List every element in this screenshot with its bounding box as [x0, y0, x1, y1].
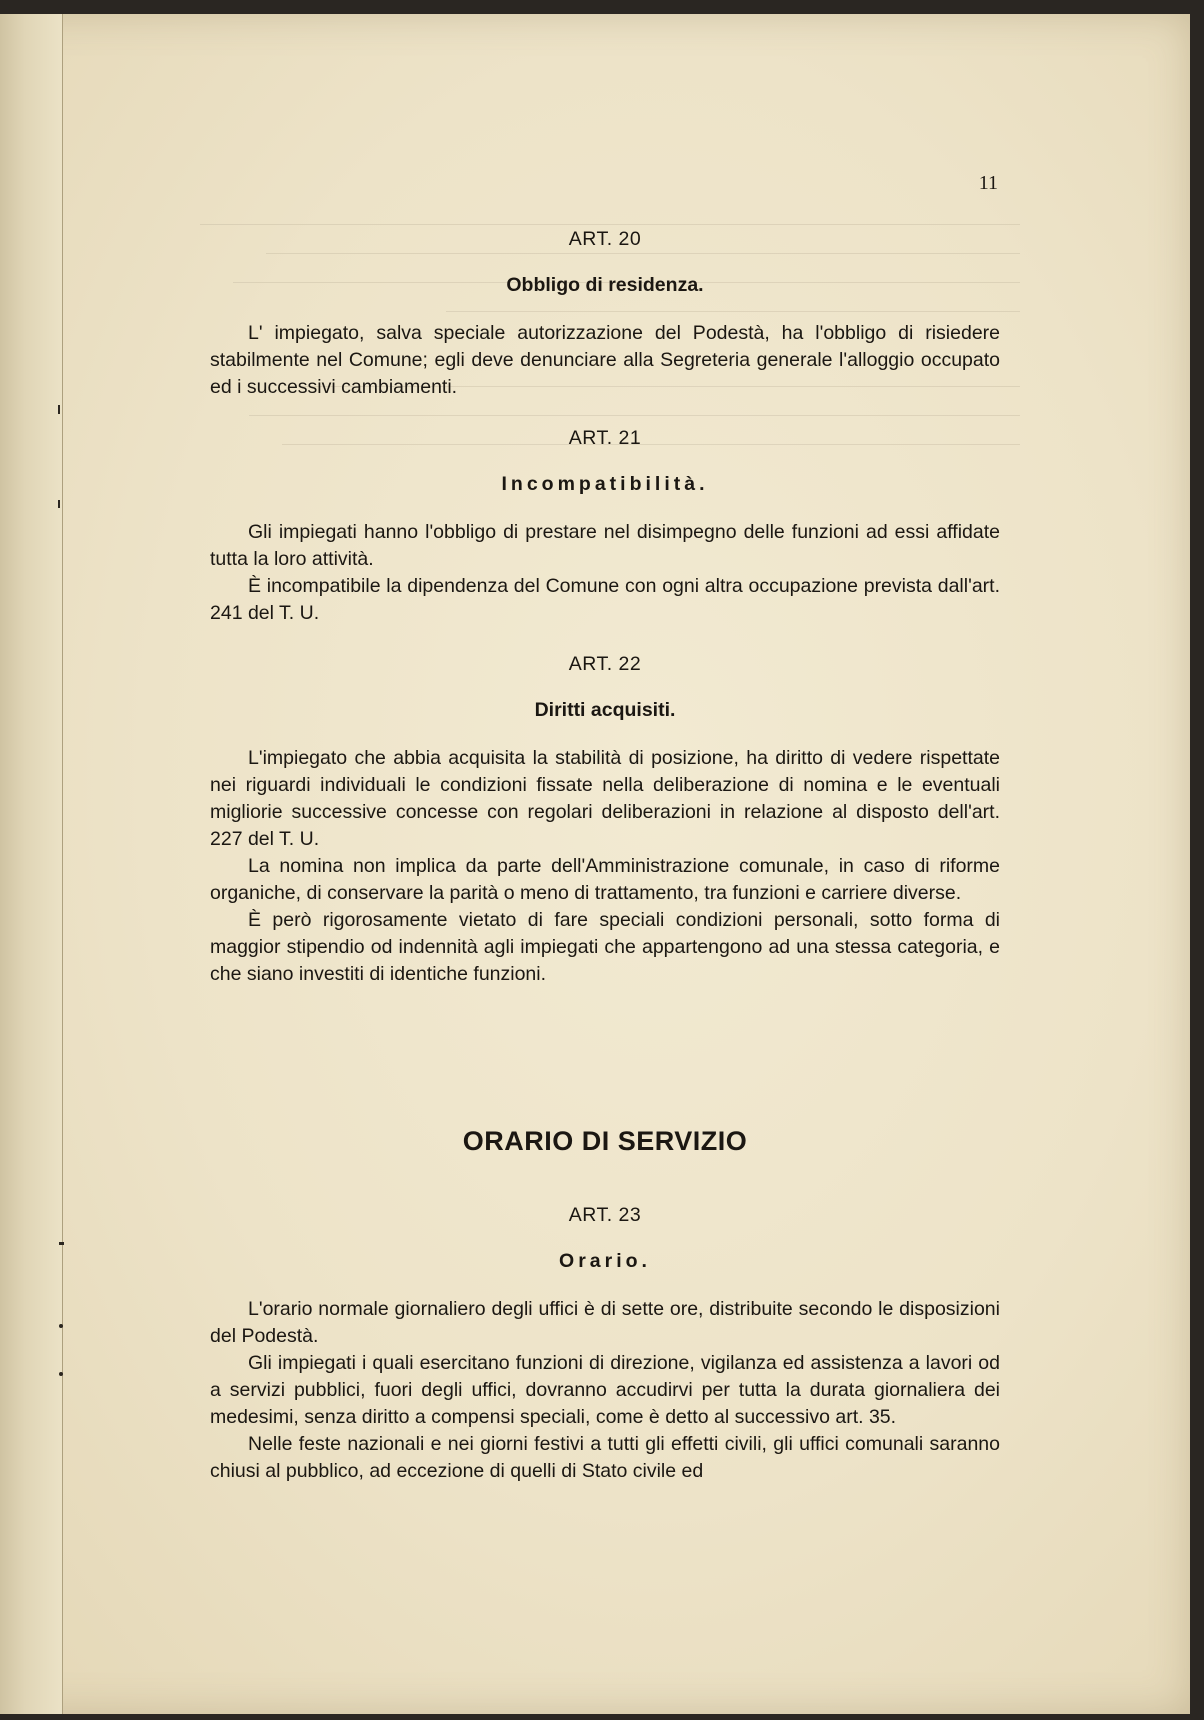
article-20 — [210, 226, 1000, 401]
article-paragraph: L'impiegato che abbia acquisita la stabilità di posizione, ha diritto di vedere rispettate nei riguardi individuali le condizioni fissate nella deliberazione di nomina e le eventuali migliorie successive concesse con regolari deliberazioni in relazione al disposto dell'art. 227 del T. U. — [210, 747, 1000, 850]
article-title: Orario. — [559, 1250, 651, 1272]
section-heading: ORARIO DI SERVIZIO — [462, 1126, 748, 1156]
article-paragraph: Gli impiegati i quali esercitano funzioni di direzione, vigilanza ed assistenza a lavori od a servizi pubblici, fuori degli uffici, dovranno accudirvi per tutta la durata giornaliera dei medesimi, senza diritto a compensi speciali, come è detto al successivo art. 35. — [210, 1352, 1000, 1428]
article-22 — [210, 651, 1000, 988]
article-number: ART. 20 — [568, 228, 642, 250]
article-title: Incompatibilità. — [501, 473, 709, 495]
margin-mark — [58, 500, 60, 508]
article-title: Obbligo di residenza. — [506, 274, 704, 296]
book-spine — [0, 14, 63, 1714]
article-paragraph: È incompatibile la dipendenza del Comune con ogni altra occupazione prevista dall'art. 241 del T. U. — [210, 575, 1000, 624]
article-21 — [210, 425, 1000, 627]
article-number: ART. 23 — [568, 1204, 642, 1226]
margin-mark — [58, 405, 60, 414]
article-paragraph: Gli impiegati hanno l'obbligo di prestare nel disimpegno delle funzioni ad essi affidate tutta la loro attività. — [210, 521, 1000, 570]
document-page — [0, 14, 1190, 1714]
article-number: ART. 21 — [568, 427, 642, 449]
article-paragraph: Nelle feste nazionali e nei giorni festivi a tutti gli effetti civili, gli uffici comunali saranno chiusi al pubblico, ad eccezione di quelli di Stato civile ed — [210, 1433, 1000, 1482]
margin-mark — [59, 1242, 64, 1245]
article-paragraph: L'orario normale giornaliero degli uffici è di sette ore, distribuite secondo le disposizioni del Podestà. — [210, 1298, 1000, 1347]
article-paragraph: È però rigorosamente vietato di fare speciali condizioni personali, sotto forma di maggior stipendio od indennità agli impiegati che appartengono ad una stessa categoria, e che siano investiti di identiche funzioni. — [210, 909, 1000, 985]
margin-mark — [59, 1372, 63, 1376]
article-paragraph: L' impiegato, salva speciale autorizzazione del Podestà, ha l'obbligo di risiedere stabilmente nel Comune; egli deve denunciare alla Segreteria generale l'alloggio occupato ed i successivi cambiamenti. — [210, 322, 1000, 398]
margin-mark — [59, 1324, 63, 1328]
article-23 — [210, 1202, 1000, 1485]
article-title: Diritti acquisiti. — [534, 699, 676, 721]
article-paragraph: La nomina non implica da parte dell'Amministrazione comunale, in caso di riforme organiche, di conservare la parità o meno di trattamento, tra funzioni e carriere diverse. — [210, 855, 1000, 904]
page-number: 11 — [978, 172, 998, 194]
article-number: ART. 22 — [568, 653, 642, 675]
